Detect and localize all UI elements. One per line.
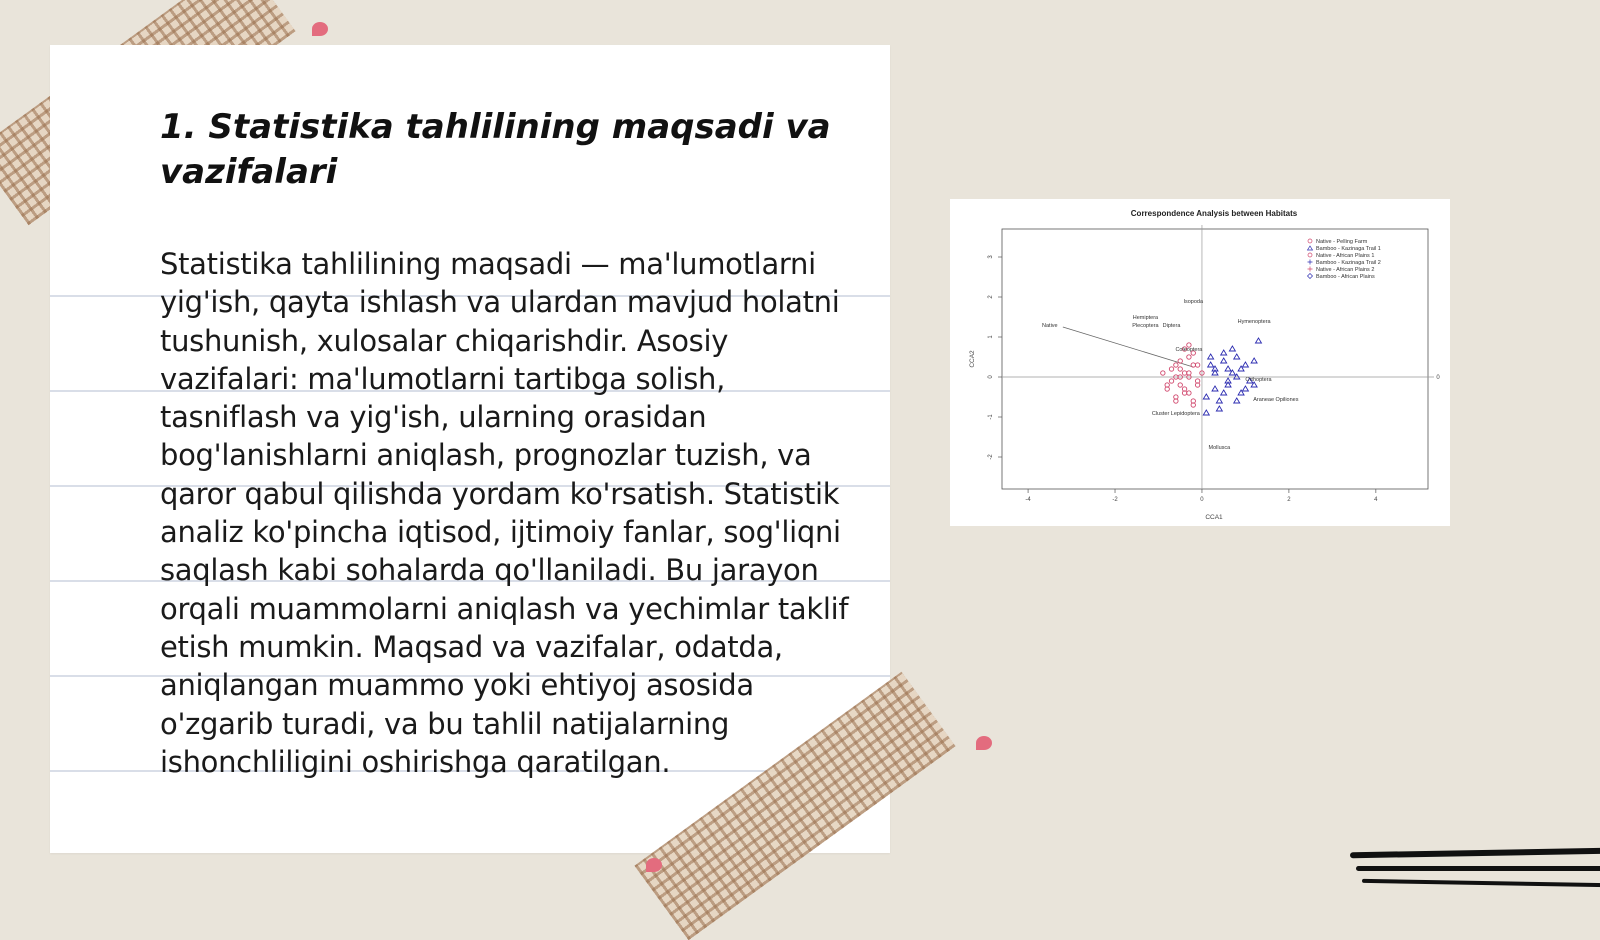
data-point <box>1242 362 1248 367</box>
legend-marker <box>1308 267 1313 272</box>
data-point <box>1255 338 1261 343</box>
y-tick-label: 3 <box>988 255 994 259</box>
legend-marker <box>1308 274 1313 279</box>
species-label: Hemiptera <box>1132 315 1159 321</box>
data-point <box>1203 410 1209 415</box>
data-point <box>1169 367 1173 371</box>
species-label: Mollusca <box>1208 445 1231 451</box>
pin-top <box>312 22 328 36</box>
pin-bottom <box>976 736 992 750</box>
data-point <box>1251 358 1257 363</box>
species-label: Araneae Opiliones <box>1253 397 1299 403</box>
y-tick-label: 0 <box>988 375 994 379</box>
y-tick-label: 2 <box>988 295 994 299</box>
note-paper <box>50 45 890 853</box>
x-tick-label: 0 <box>1200 497 1204 503</box>
data-point <box>1208 354 1214 359</box>
data-point <box>1234 398 1240 403</box>
data-point <box>1169 379 1173 383</box>
data-point <box>1203 394 1209 399</box>
pin-bottom-left <box>646 858 662 872</box>
data-point <box>1221 350 1227 355</box>
data-point <box>1174 363 1178 367</box>
x-tick-label: 4 <box>1374 497 1378 503</box>
data-point <box>1187 391 1191 395</box>
data-point <box>1195 363 1199 367</box>
y-tick-label: -2 <box>988 454 994 460</box>
legend-label: Native - Pelling Farm <box>1316 239 1368 245</box>
brush-stroke <box>1350 848 1600 859</box>
x-tick-label: -2 <box>1112 497 1118 503</box>
data-point <box>1182 371 1186 375</box>
species-label: Orthoptera <box>1245 377 1272 383</box>
data-point <box>1191 363 1195 367</box>
data-point <box>1208 362 1214 367</box>
legend-label: Bamboo - African Plains <box>1316 274 1375 280</box>
x-tick-label: 2 <box>1287 497 1291 503</box>
species-label: Cluster Lepidoptera <box>1151 411 1200 417</box>
data-point <box>1242 386 1248 391</box>
data-point <box>1161 371 1165 375</box>
species-label: Isopoda <box>1183 299 1204 305</box>
brush-stroke <box>1356 866 1600 871</box>
legend-label: Bamboo - Kazinaga Trail 1 <box>1316 246 1381 252</box>
slide-title: 1. Statistika tahlilining maqsadi va vazifalari <box>160 107 831 192</box>
brush-stroke <box>1362 879 1600 887</box>
right-tick-label: 0 <box>1436 375 1440 381</box>
correspondence-chart <box>950 199 1450 526</box>
species-label: Diptera <box>1162 323 1181 329</box>
chart-title: Correspondence Analysis between Habitats <box>1130 209 1298 218</box>
data-point <box>1225 366 1231 371</box>
x-tick-label: -4 <box>1025 497 1031 503</box>
legend-label: Native - African Plains 1 <box>1316 253 1375 259</box>
chart-card <box>950 199 1450 526</box>
data-point <box>1221 390 1227 395</box>
legend-marker <box>1308 246 1313 250</box>
legend-marker <box>1308 260 1313 265</box>
data-point <box>1216 398 1222 403</box>
data-point <box>1178 359 1182 363</box>
biplot-arrow <box>1063 327 1193 367</box>
species-label: Coleoptera <box>1175 347 1203 353</box>
data-point <box>1234 354 1240 359</box>
y-tick-label: 1 <box>988 335 994 339</box>
data-point <box>1221 358 1227 363</box>
legend-label: Native - African Plains 2 <box>1316 267 1375 273</box>
data-point <box>1212 386 1218 391</box>
data-point <box>1216 406 1222 411</box>
data-point <box>1178 367 1182 371</box>
species-label: Hymenoptera <box>1237 319 1271 325</box>
y-axis-label: CCA2 <box>969 350 976 368</box>
y-tick-label: -1 <box>988 414 994 420</box>
data-point <box>1178 383 1182 387</box>
species-label: Plecoptera <box>1132 323 1159 329</box>
legend-marker <box>1308 239 1312 243</box>
x-axis-label: CCA1 <box>1205 514 1223 521</box>
data-point <box>1187 355 1191 359</box>
species-label: Native <box>1042 323 1058 329</box>
slide-body: Statistika tahlilining maqsadi — ma'lumotlarni yig'ish, qayta ishlash va ulardan mavjud holatni tushunish, xulosalar chiqarishdir. Asosiy vazifalari: ma'lumotlarni tartibga solish, tasniflash va yig'ish, ularning orasidan bog'lanishlarni aniqlash, prognozlar tuzish, va qaror qabul qilishda yordam ko'rsatish. Statistik analiz ko'pincha iqtisod, ijtimoiy fanlar, sog'liqni saqlash kabi sohalarda qo'llaniladi. Bu jarayon orqali muammolarni aniqlash va yechimlar taklif etish mumkin. Maqsad va vazifalar, odatda, aniqlangan muammo yoki ehtiyoj asosida o'zgarib turadi, va bu tahlil natijalarning ishonchliligini oshirishga qaratilgan. <box>160 247 849 779</box>
data-point <box>1229 346 1235 351</box>
legend-label: Bamboo - Kazinaga Trail 2 <box>1316 260 1381 266</box>
legend-marker <box>1308 253 1312 257</box>
